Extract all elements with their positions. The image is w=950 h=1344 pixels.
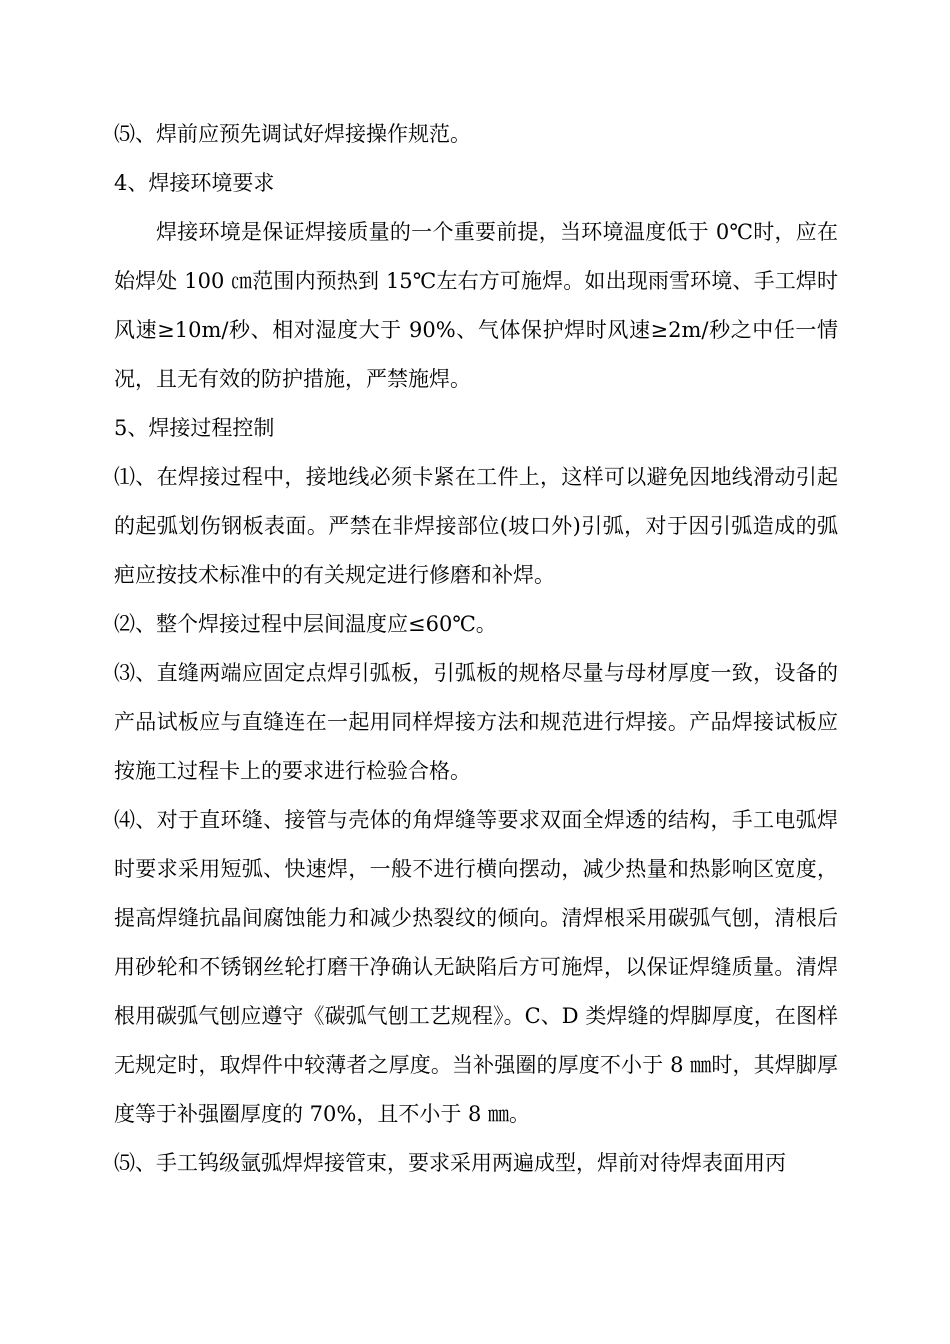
list-item-5-pre-adjust: ⑸、焊前应预先调试好焊接操作规范。 [114, 122, 471, 146]
list-item-5-argon-arc: ⑸、手工钨级氩弧焊焊接管束，要求采用两遍成型，焊前对待焊表面用丙 [114, 1151, 786, 1175]
list-item-2-interpass-temperature: ⑵、整个焊接过程中层间温度应≤60℃。 [114, 612, 497, 636]
document-body [114, 110, 838, 1188]
list-item-4-full-penetration: ⑷、对于直环缝、接管与壳体的角焊缝等要求双面全焊透的结构，手工电弧焊时要求采用短弧、快速焊，一般不进行横向摆动，减少热量和热影响区宽度，提高焊缝抗晶间腐蚀能力和减少热裂纹的倾向。清焊根采用碳弧气刨，清根后用砂轮和不锈钢丝轮打磨干净确认无缺陷后方可施焊，以保证焊缝质量。清焊根用碳弧气刨应遵守《碳弧气刨工艺规程》。C、D 类焊缝的焊脚厚度，在图样无规定时，取焊件中较薄者之厚度。当补强圈的厚度不小于 8 ㎜时，其焊脚厚度等于补强圈厚度的 70%，且不小于 8 ㎜。 [114, 808, 838, 1126]
list-item-1-grounding: ⑴、在焊接过程中，接地线必须卡紧在工件上，这样可以避免因地线滑动引起的起弧划伤钢板表面。严禁在非焊接部位(坡口外)引弧，对于因引弧造成的弧疤应按技术标准中的有关规定进行修磨和补焊。 [114, 465, 838, 587]
paragraph-welding-environment: 焊接环境是保证焊接质量的一个重要前提，当环境温度低于 0℃时，应在始焊处 100 ㎝范围内预热到 15℃左右方可施焊。如出现雨雪环境、手工焊时风速≥10m/秒、相对湿度大于 90%、气体保护焊时风速≥2m/秒之中任一情况，且无有效的防护措施，严禁施焊。 [114, 220, 838, 391]
list-item-3-arc-plates: ⑶、直缝两端应固定点焊引弧板，引弧板的规格尽量与母材厚度一致，设备的产品试板应与直缝连在一起用同样焊接方法和规范进行焊接。产品焊接试板应按施工过程卡上的要求进行检验合格。 [114, 661, 838, 783]
section-heading-welding-environment: 4、焊接环境要求 [114, 171, 275, 195]
section-heading-process-control: 5、焊接过程控制 [114, 416, 275, 440]
